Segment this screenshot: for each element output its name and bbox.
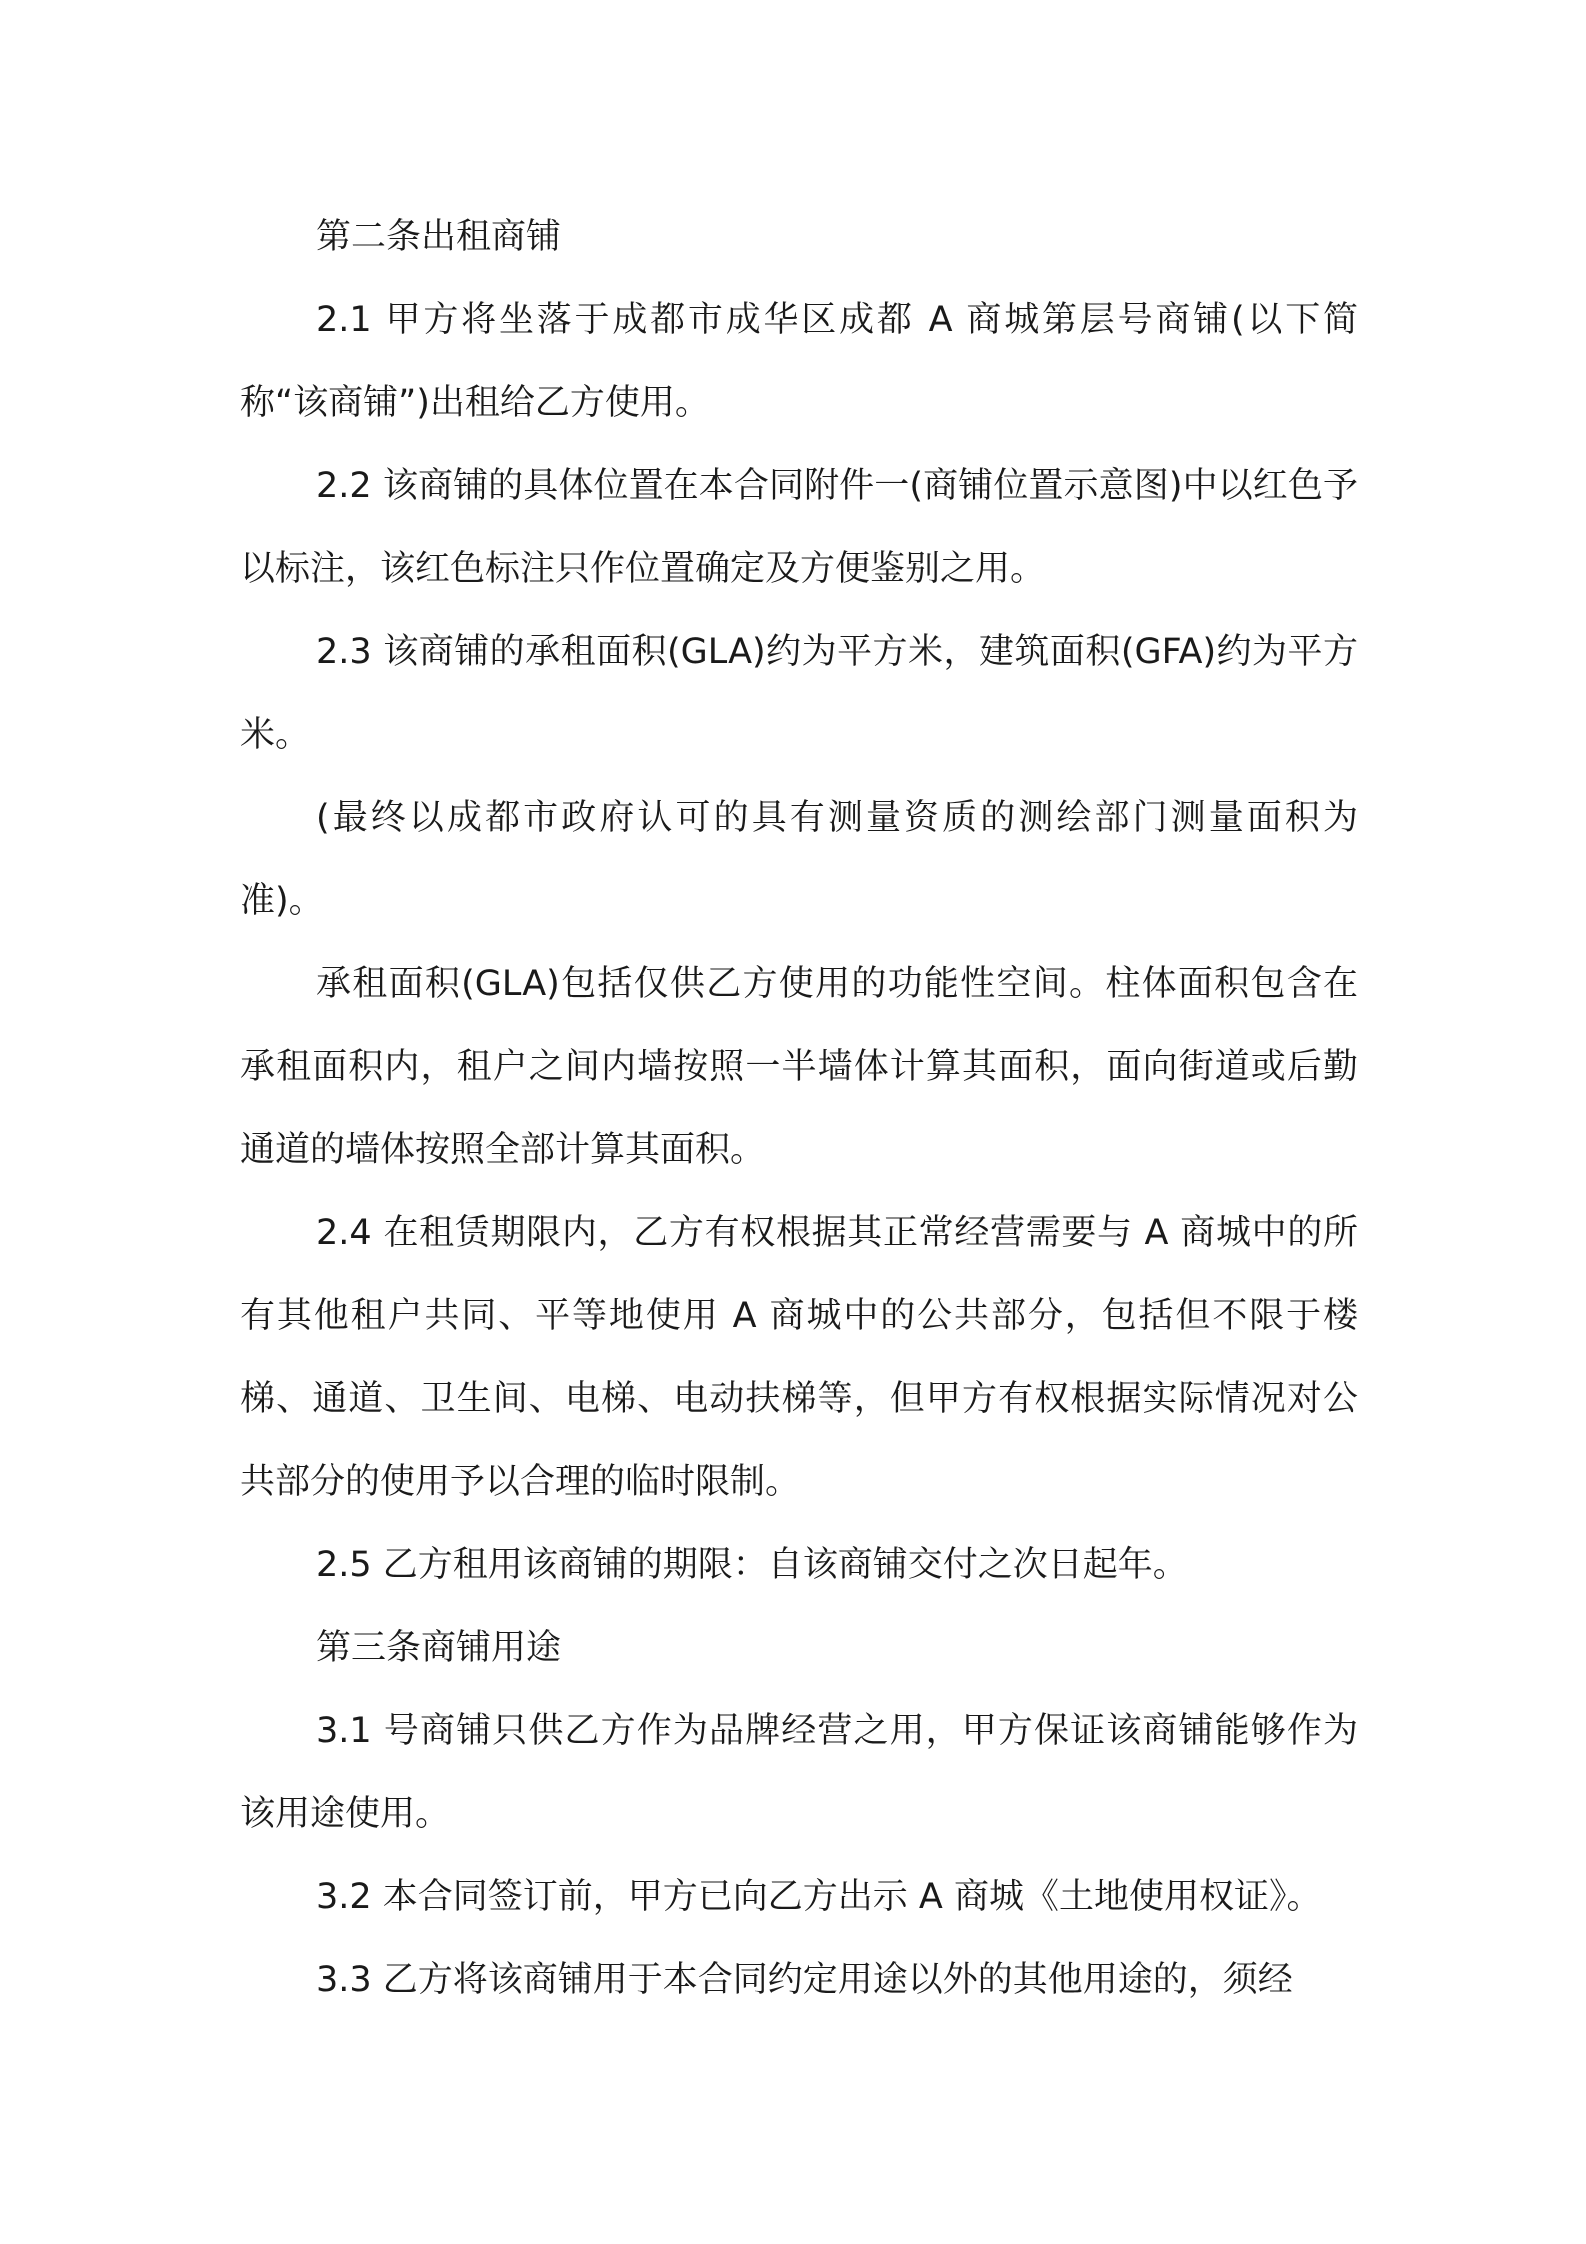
- article-2-heading: 第二条出租商铺: [316, 217, 562, 257]
- clause-3-1: 3.1 号商铺只供乙方作为品牌经营之用，甲方保证该商铺能够作为该用途使用。: [240, 1711, 1358, 1834]
- clause-3-2: 3.2 本合同签订前，甲方已向乙方出示 A 商城《土地使用权证》。: [316, 1877, 1322, 1917]
- gla-definition: 承租面积(GLA)包括仅供乙方使用的功能性空间。柱体面积包含在承租面积内，租户之间内墙按照一半墙体计算其面积，面向街道或后勤通道的墙体按照全部计算其面积。: [240, 964, 1358, 1170]
- clause-3-3: 3.3 乙方将该商铺用于本合同约定用途以外的其他用途的，须经: [316, 1960, 1293, 2000]
- clause-2-3-note: (最终以成都市政府认可的具有测量资质的测绘部门测量面积为准)。: [240, 798, 1358, 921]
- clause-2-1: 2.1 甲方将坐落于成都市成华区成都 A 商城第层号商铺(以下简称“该商铺”)出租给乙方使用。: [240, 300, 1358, 423]
- document-body: [240, 196, 1358, 2022]
- clause-2-2: 2.2 该商铺的具体位置在本合同附件一(商铺位置示意图)中以红色予以标注，该红色标注只作位置确定及方便鉴别之用。: [240, 466, 1358, 589]
- clause-2-5: 2.5 乙方租用该商铺的期限：自该商铺交付之次日起年。: [316, 1545, 1188, 1585]
- clause-2-4: 2.4 在租赁期限内，乙方有权根据其正常经营需要与 A 商城中的所有其他租户共同、平等地使用 A 商城中的公共部分，包括但不限于楼梯、通道、卫生间、电梯、电动扶梯等，但甲方有权根据实际情况对公共部分的使用予以合理的临时限制。: [240, 1213, 1358, 1502]
- article-3-heading: 第三条商铺用途: [316, 1628, 562, 1668]
- clause-2-3: 2.3 该商铺的承租面积(GLA)约为平方米，建筑面积(GFA)约为平方米。: [240, 632, 1358, 755]
